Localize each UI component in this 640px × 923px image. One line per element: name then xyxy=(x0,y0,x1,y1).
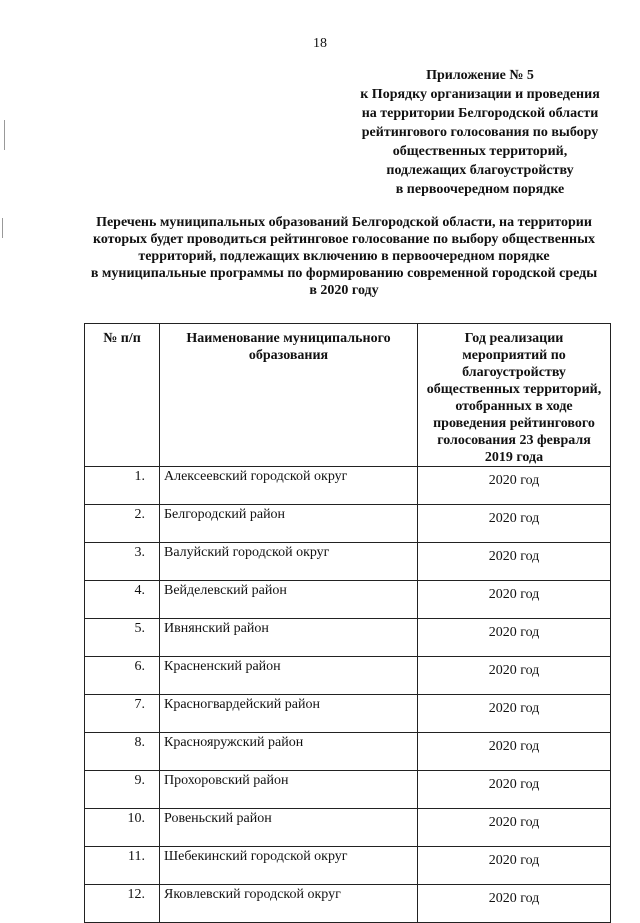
row-municipality: Красногвардейский район xyxy=(160,695,418,733)
title-line: в 2020 году xyxy=(309,283,379,298)
table-header-row xyxy=(85,324,611,467)
row-number: 5. xyxy=(85,619,160,657)
header-name: Наименование муниципального образования xyxy=(160,324,418,467)
page-number: 18 xyxy=(313,36,327,51)
appendix-line: рейтингового голосования по выбору xyxy=(361,125,599,140)
row-number: 10. xyxy=(85,809,160,847)
title-line: Перечень муниципальных образований Белгородской области, на территории xyxy=(96,215,592,230)
table-row xyxy=(85,505,611,543)
table-row xyxy=(85,695,611,733)
row-number: 8. xyxy=(85,733,160,771)
row-year: 2020 год xyxy=(418,885,611,923)
row-year: 2020 год xyxy=(418,543,611,581)
row-number: 2. xyxy=(85,505,160,543)
row-municipality: Ивнянский район xyxy=(160,619,418,657)
row-number: 7. xyxy=(85,695,160,733)
row-year: 2020 год xyxy=(418,657,611,695)
row-year: 2020 год xyxy=(418,695,611,733)
table-row xyxy=(85,885,611,923)
row-year: 2020 год xyxy=(418,809,611,847)
row-year: 2020 год xyxy=(418,581,611,619)
table-row xyxy=(85,619,611,657)
table-row xyxy=(85,771,611,809)
table-body xyxy=(85,467,611,923)
row-number: 3. xyxy=(85,543,160,581)
table-row xyxy=(85,467,611,505)
row-number: 9. xyxy=(85,771,160,809)
row-municipality: Шебекинский городской округ xyxy=(160,847,418,885)
row-municipality: Яковлевский городской округ xyxy=(160,885,418,923)
title-line: в муниципальные программы по формированию современной городской среды xyxy=(90,266,598,281)
row-municipality: Красненский район xyxy=(160,657,418,695)
header-year: Год реализации мероприятий по благоустройству общественных территорий, отобранных в ходе проведения рейтингового голосования 23 февраля 2019 года xyxy=(418,324,611,467)
title-line: которых будет проводиться рейтинговое голосование по выбору общественных xyxy=(92,232,596,247)
municipalities-table xyxy=(84,323,611,923)
appendix-line: на территории Белгородской области xyxy=(361,106,599,121)
appendix-line: в первоочередном порядке xyxy=(395,182,565,197)
row-year: 2020 год xyxy=(418,771,611,809)
row-year: 2020 год xyxy=(418,467,611,505)
row-municipality: Белгородский район xyxy=(160,505,418,543)
row-year: 2020 год xyxy=(418,847,611,885)
appendix-line: подлежащих благоустройству xyxy=(386,163,574,178)
appendix-line: к Порядку организации и проведения xyxy=(360,87,600,102)
row-municipality: Прохоровский район xyxy=(160,771,418,809)
row-municipality: Алексеевский городской округ xyxy=(160,467,418,505)
row-municipality: Краснояружский район xyxy=(160,733,418,771)
table-row xyxy=(85,657,611,695)
title-line: территорий, подлежащих включению в первоочередном порядке xyxy=(138,249,550,264)
appendix-line: Приложение № 5 xyxy=(426,68,534,83)
scan-artifact xyxy=(4,120,5,150)
table-row xyxy=(85,543,611,581)
row-year: 2020 год xyxy=(418,505,611,543)
document-title xyxy=(64,214,624,299)
table-row xyxy=(85,733,611,771)
table-row xyxy=(85,809,611,847)
row-year: 2020 год xyxy=(418,619,611,657)
row-municipality: Валуйский городской округ xyxy=(160,543,418,581)
row-number: 11. xyxy=(85,847,160,885)
row-number: 1. xyxy=(85,467,160,505)
table-row xyxy=(85,581,611,619)
table-row xyxy=(85,847,611,885)
scan-artifact xyxy=(2,218,3,238)
row-municipality: Вейделевский район xyxy=(160,581,418,619)
row-municipality: Ровеньский район xyxy=(160,809,418,847)
header-number: № п/п xyxy=(85,324,160,467)
row-number: 4. xyxy=(85,581,160,619)
row-number: 6. xyxy=(85,657,160,695)
row-number: 12. xyxy=(85,885,160,923)
appendix-heading xyxy=(330,66,630,199)
row-year: 2020 год xyxy=(418,733,611,771)
appendix-line: общественных территорий, xyxy=(392,144,568,159)
